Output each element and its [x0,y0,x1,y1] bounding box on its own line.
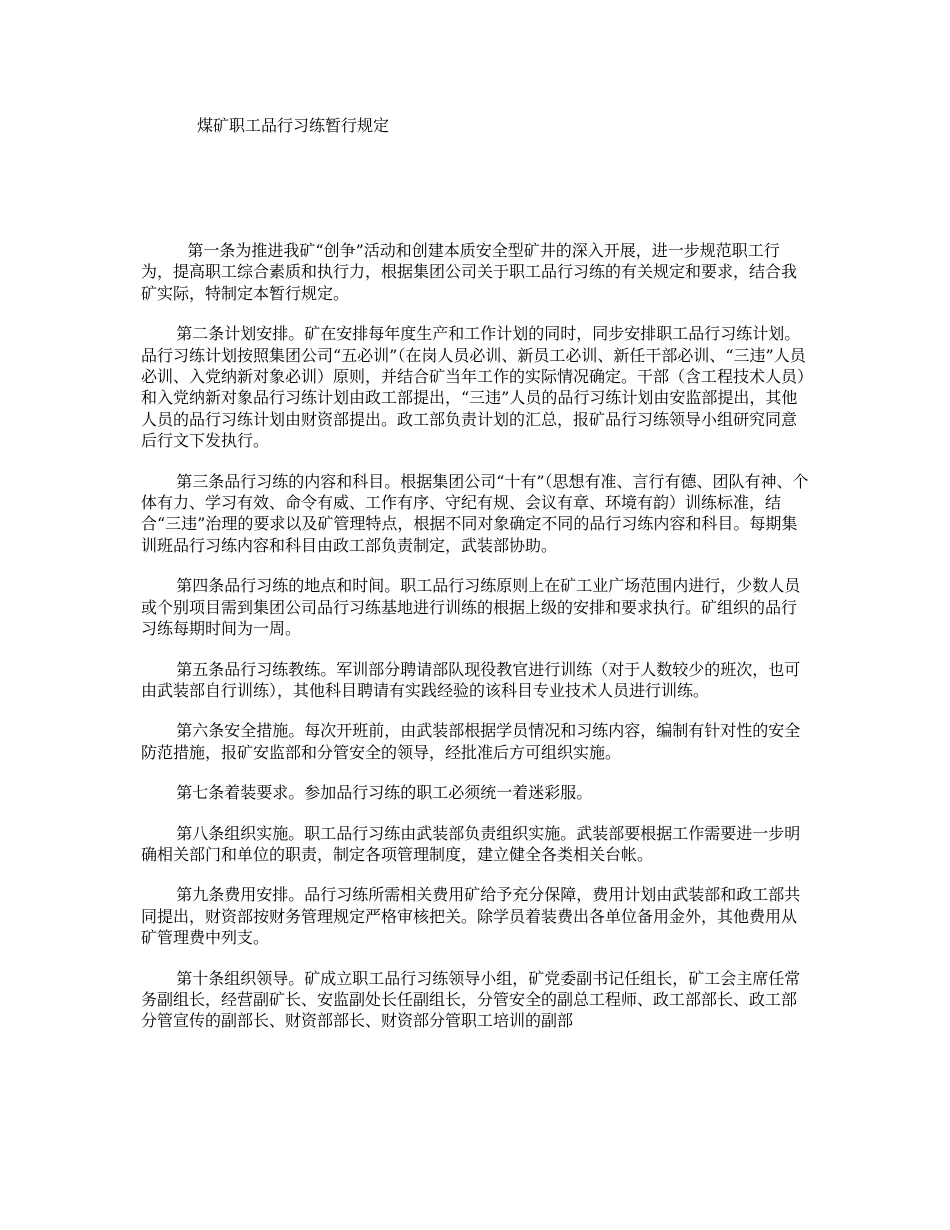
article-3-paragraph: 第三条品行习练的内容和科目。根据集团公司“十有”（思想有准、言行有德、团队有神、个体有力、学习有效、命令有威、工作有序、守纪有规、会议有章、环境有韵）训练标准，结合“三违”治理的要求以及矿管理特点，根据不同对象确定不同的品行习练内容和科目。每期集训班品行习练内容和科目由政工部负责制定，武装部协助。 [141,471,809,555]
article-2-paragraph: 第二条计划安排。矿在安排每年度生产和工作计划的同时，同步安排职工品行习练计划。品行习练计划按照集团公司“五必训”（在岗人员必训、新员工必训、新任干部必训、“三违”人员必训、入党纳新对象必训）原则，并结合矿当年工作的实际情况确定。干部（含工程技术人员）和入党纳新对象品行习练计划由政工部提出，“三违”人员的品行习练计划由安监部提出，其他人员的品行习练计划由财资部提出。政工部负责计划的汇总，报矿品行习练领导小组研究同意后行文下发执行。 [141,324,806,451]
article-4-paragraph: 第四条品行习练的地点和时间。职工品行习练原则上在矿工业广场范围内进行，少数人员或个别项目需到集团公司品行习练基地进行训练的根据上级的安排和要求执行。矿组织的品行习练每期时间为一周。 [141,576,801,639]
article-10-paragraph: 第十条组织领导。矿成立职工品行习练领导小组，矿党委副书记任组长，矿工会主席任常务副组长，经营副矿长、安监副处长任副组长，分管安全的副总工程师、政工部部长、政工部分管宣传的副部长、财资部部长、财资部分管职工培训的副部 [141,968,801,1031]
article-6-paragraph: 第六条安全措施。每次开班前，由武装部根据学员情况和习练内容，编制有针对性的安全防范措施，报矿安监部和分管安全的领导，经批准后方可组织实施。 [141,721,801,762]
document-body [141,240,811,1051]
article-9-paragraph: 第九条费用安排。品行习练所需相关费用矿给予充分保障，费用计划由武装部和政工部共同提出，财资部按财务管理规定严格审核把关。除学员着装费出各单位备用金外，其他费用从矿管理费中列支。 [141,885,801,948]
article-1-paragraph: 第一条为推进我矿“创争”活动和创建本质安全型矿井的深入开展，进一步规范职工行为，提高职工综合素质和执行力，根据集团公司关于职工品行习练的有关规定和要求，结合我矿实际，特制定本暂行规定。 [141,241,798,303]
article-5-paragraph: 第五条品行习练教练。军训部分聘请部队现役教官进行训练（对于人数较少的班次，也可由武装部自行训练），其他科目聘请有实践经验的该科目专业技术人员进行训练。 [141,659,801,700]
article-7-paragraph: 第七条着装要求。参加品行习练的职工必须统一着迷彩服。 [176,783,593,803]
document-title: 煤矿职工品行习练暂行规定 [197,116,390,135]
article-8-paragraph: 第八条组织实施。职工品行习练由武装部负责组织实施。武装部要根据工作需要进一步明确相关部门和单位的职责，制定各项管理制度，建立健全各类相关台帐。 [141,823,801,864]
